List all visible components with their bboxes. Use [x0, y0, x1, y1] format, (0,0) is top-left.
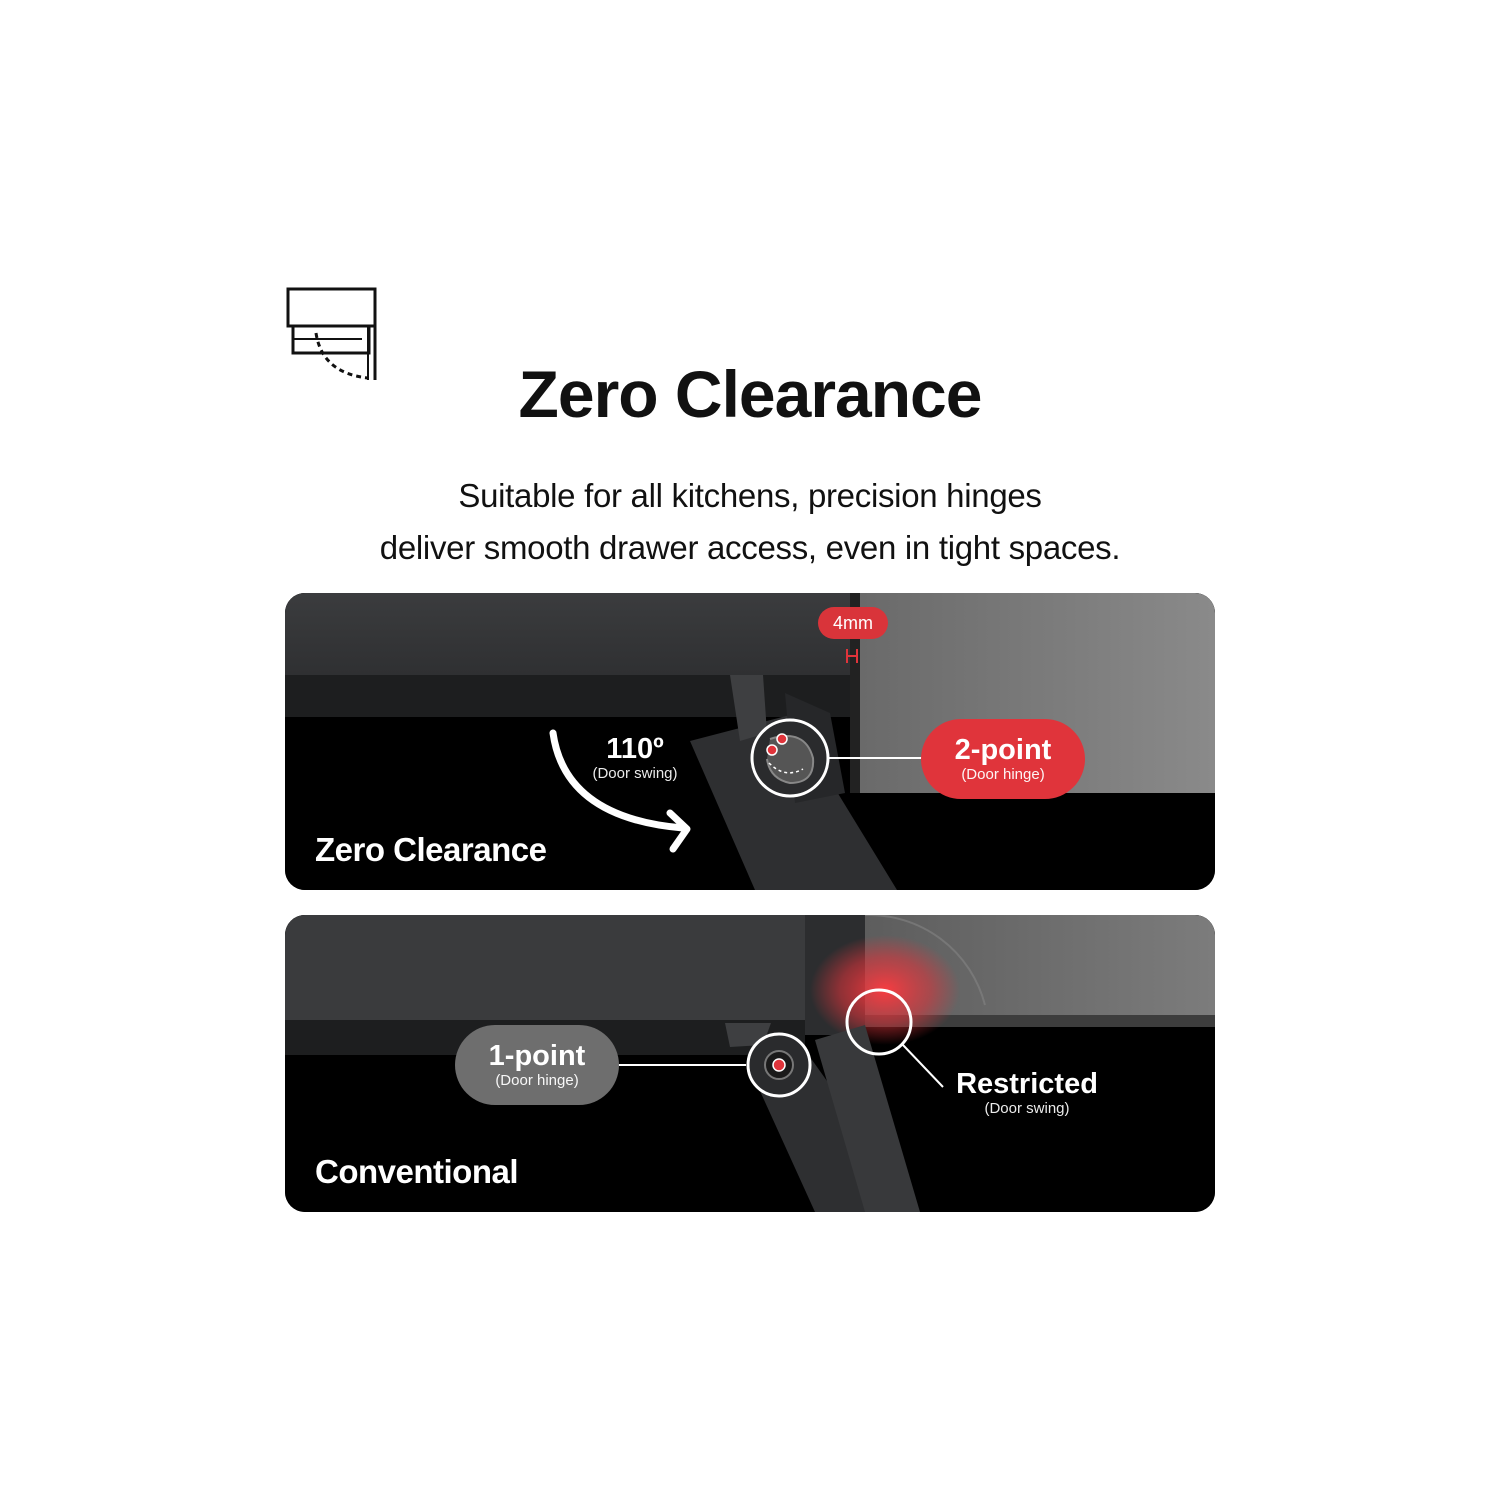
restricted-note: (Door swing) [984, 1100, 1070, 1117]
swing-angle-callout [575, 733, 695, 783]
restricted-callout [945, 1068, 1109, 1118]
subtitle-line-1: Suitable for all kitchens, precision hinges [458, 477, 1042, 514]
conventional-label: Conventional [315, 1153, 519, 1190]
page-subtitle [0, 470, 1500, 574]
two-point-hinge-title: 2-point [954, 734, 1052, 766]
one-point-hinge-note: (Door hinge) [495, 1072, 579, 1089]
swing-angle-value: 110º [606, 733, 664, 765]
restricted-title: Restricted [956, 1068, 1098, 1100]
conventional-panel [285, 915, 1215, 1212]
one-point-hinge-title: 1-point [488, 1040, 586, 1072]
one-point-hinge-pill [455, 1025, 619, 1105]
two-point-hinge-note: (Door hinge) [961, 766, 1045, 783]
subtitle-line-2: deliver smooth drawer access, even in tight spaces. [379, 529, 1121, 566]
two-point-hinge-pill [921, 719, 1085, 799]
swing-angle-note: (Door swing) [592, 765, 678, 782]
gap-badge: 4mm [818, 607, 888, 639]
page-title: Zero Clearance [518, 357, 982, 431]
zero-clearance-panel [285, 593, 1215, 890]
zero-clearance-label: Zero Clearance [315, 831, 547, 868]
